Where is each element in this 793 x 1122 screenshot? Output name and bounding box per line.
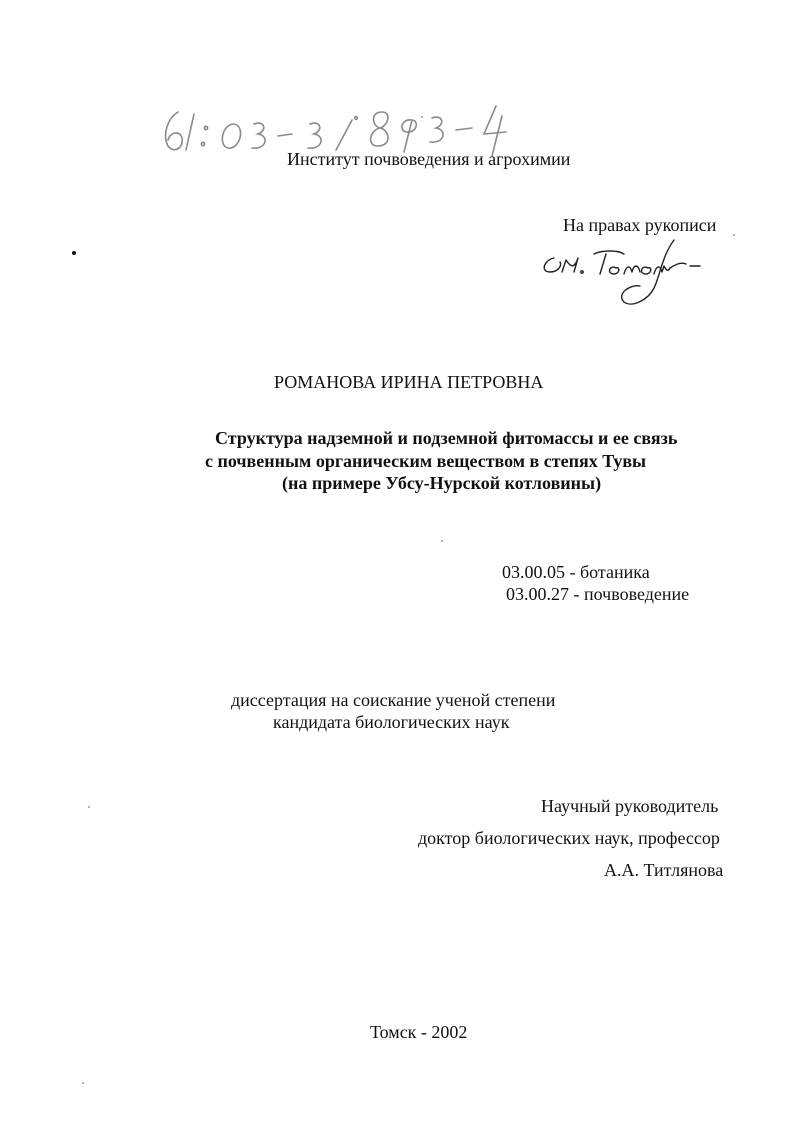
specialty-botany: 03.00.05 - ботаника [502,562,650,582]
supervisor-name: А.А. Титлянова [604,860,724,880]
author-signature [536,232,706,312]
author-name: РОМАНОВА ИРИНА ПЕТРОВНА [274,372,544,392]
title-line-3: (на примере Убсу-Нурской котловины) [282,473,602,493]
degree-line-2: кандидата биологических наук [273,712,510,732]
scan-speck [88,806,90,808]
stray-dot [72,251,76,255]
scan-speck [733,234,735,236]
manuscript-rights-note: На правах рукописи [563,215,717,235]
city-year: Томск - 2002 [370,1022,468,1042]
title-line-1: Структура надземной и подземной фитомассы и ее связь [215,428,678,448]
scan-speck [421,116,423,118]
title-line-2: с почвенным органическим веществом в степях Тувы [205,451,647,471]
scan-speck [441,540,443,542]
supervisor-role: Научный руководитель [541,796,719,816]
supervisor-title: доктор биологических наук, профессор [418,828,720,848]
degree-line-1: диссертация на соискание ученой степени [231,690,556,710]
institute-name: Институт почвоведения и агрохимии [287,149,571,169]
scan-speck [82,1082,84,1084]
specialty-soil-science: 03.00.27 - почвоведение [506,584,690,604]
